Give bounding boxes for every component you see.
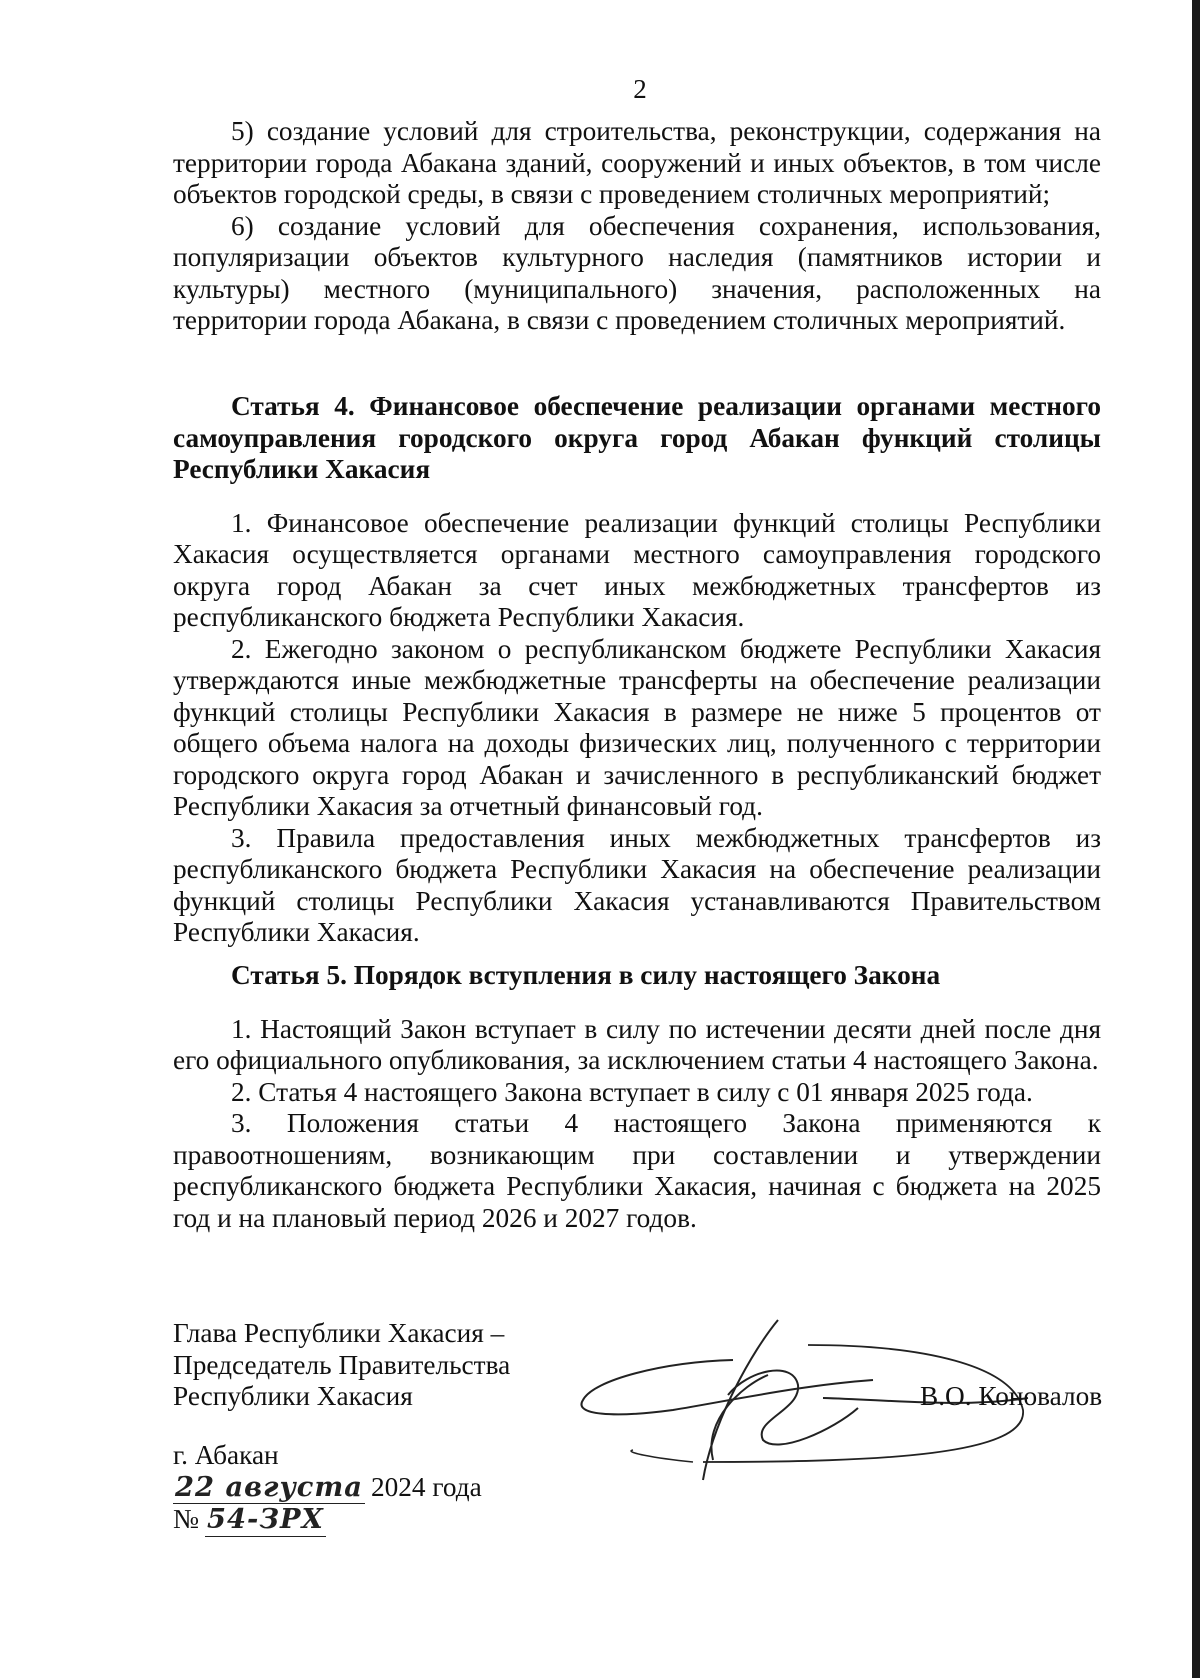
- article-5-paragraph-1: 1. Настоящий Закон вступает в силу по истечении десяти дней после дня его официального опубликования, за исключением статьи 4 настоящего Закона.: [173, 1013, 1101, 1075]
- intro-section: [173, 116, 1101, 337]
- article-5-paragraph-3: 3. Положения статьи 4 настоящего Закона применяются к правоотношениям, возникающим при составлении и утверждении республиканского бюджета Республики Хакасия, начиная с бюджета на 2025 год и на плановый период 2026 и 2027 годов.: [173, 1108, 1101, 1233]
- number-sign: №: [173, 1504, 200, 1534]
- article-5-title: Статья 5. Порядок вступления в силу настоящего Закона: [231, 960, 941, 990]
- signer-position-line: Республики Хакасия: [173, 1381, 413, 1411]
- handwritten-date: 22 августа: [175, 1470, 363, 1503]
- article-4-paragraph-2: 2. Ежегодно законом о республиканском бюджете Республики Хакасия утверждаются иные межбюджетные трансферты на обеспечение реализации функций столицы Республики Хакасия в размере не ниже 5 процентов от общего объема налога на доходы физических лиц, полученного с территории городского округа город Абакан и зачисленного в республиканский бюджет Республики Хакасия за отчетный финансовый год.: [173, 633, 1101, 821]
- article-5-paragraph-2: 2. Статья 4 настоящего Закона вступает в силу с 01 января 2025 года.: [231, 1076, 1033, 1107]
- signer-position-line: Председатель Правительства: [173, 1349, 511, 1380]
- paragraph-item-6: 6) создание условий для обеспечения сохранения, использования, популяризации объектов культурного наследия (памятников истории и культуры) местного (муниципального) значения, расположенных на территории города Абакана, в связи с проведением столичных мероприятий.: [173, 210, 1101, 335]
- date-year: 2024 года: [370, 1471, 482, 1502]
- signer-position: [173, 1318, 573, 1413]
- handwritten-law-number: 54-ЗРХ: [207, 1503, 324, 1535]
- article-4-paragraph-3: 3. Правила предоставления иных межбюджетных трансфертов из республиканского бюджета Республики Хакасия на обеспечение реализации функций столицы Республики Хакасия устанавливаются Правительством Республики Хакасия.: [173, 822, 1101, 947]
- page-number: 2: [633, 74, 647, 104]
- scan-edge-border: [1192, 0, 1200, 1678]
- signing-date: [173, 1472, 593, 1505]
- article-4-paragraph-1: 1. Финансовое обеспечение реализации функций столицы Республики Хакасия осуществляется органами местного самоуправления городского округа город Абакан за счет иных межбюджетных трансфертов из республиканского бюджета Республики Хакасия.: [173, 507, 1101, 632]
- paragraph-item-5: 5) создание условий для строительства, реконструкции, содержания на территории города Абакана зданий, сооружений и иных объектов, в том числе объектов городской среды, в связи с проведением столичных мероприятий;: [173, 116, 1101, 209]
- signature-block: [173, 1318, 1103, 1458]
- law-number: [173, 1504, 593, 1537]
- signer-position-line: Глава Республики Хакасия –: [173, 1318, 505, 1348]
- article-4: [173, 391, 1101, 949]
- signer-name: В.О. Коновалов: [920, 1381, 1103, 1411]
- place-date-block: [173, 1440, 593, 1537]
- article-4-title: Статья 4. Финансовое обеспечение реализации органами местного самоуправления городского округа город Абакан функций столицы Республики Хакасия: [173, 391, 1101, 484]
- article-5: [173, 960, 1101, 1234]
- place-name: г. Абакан: [173, 1440, 279, 1470]
